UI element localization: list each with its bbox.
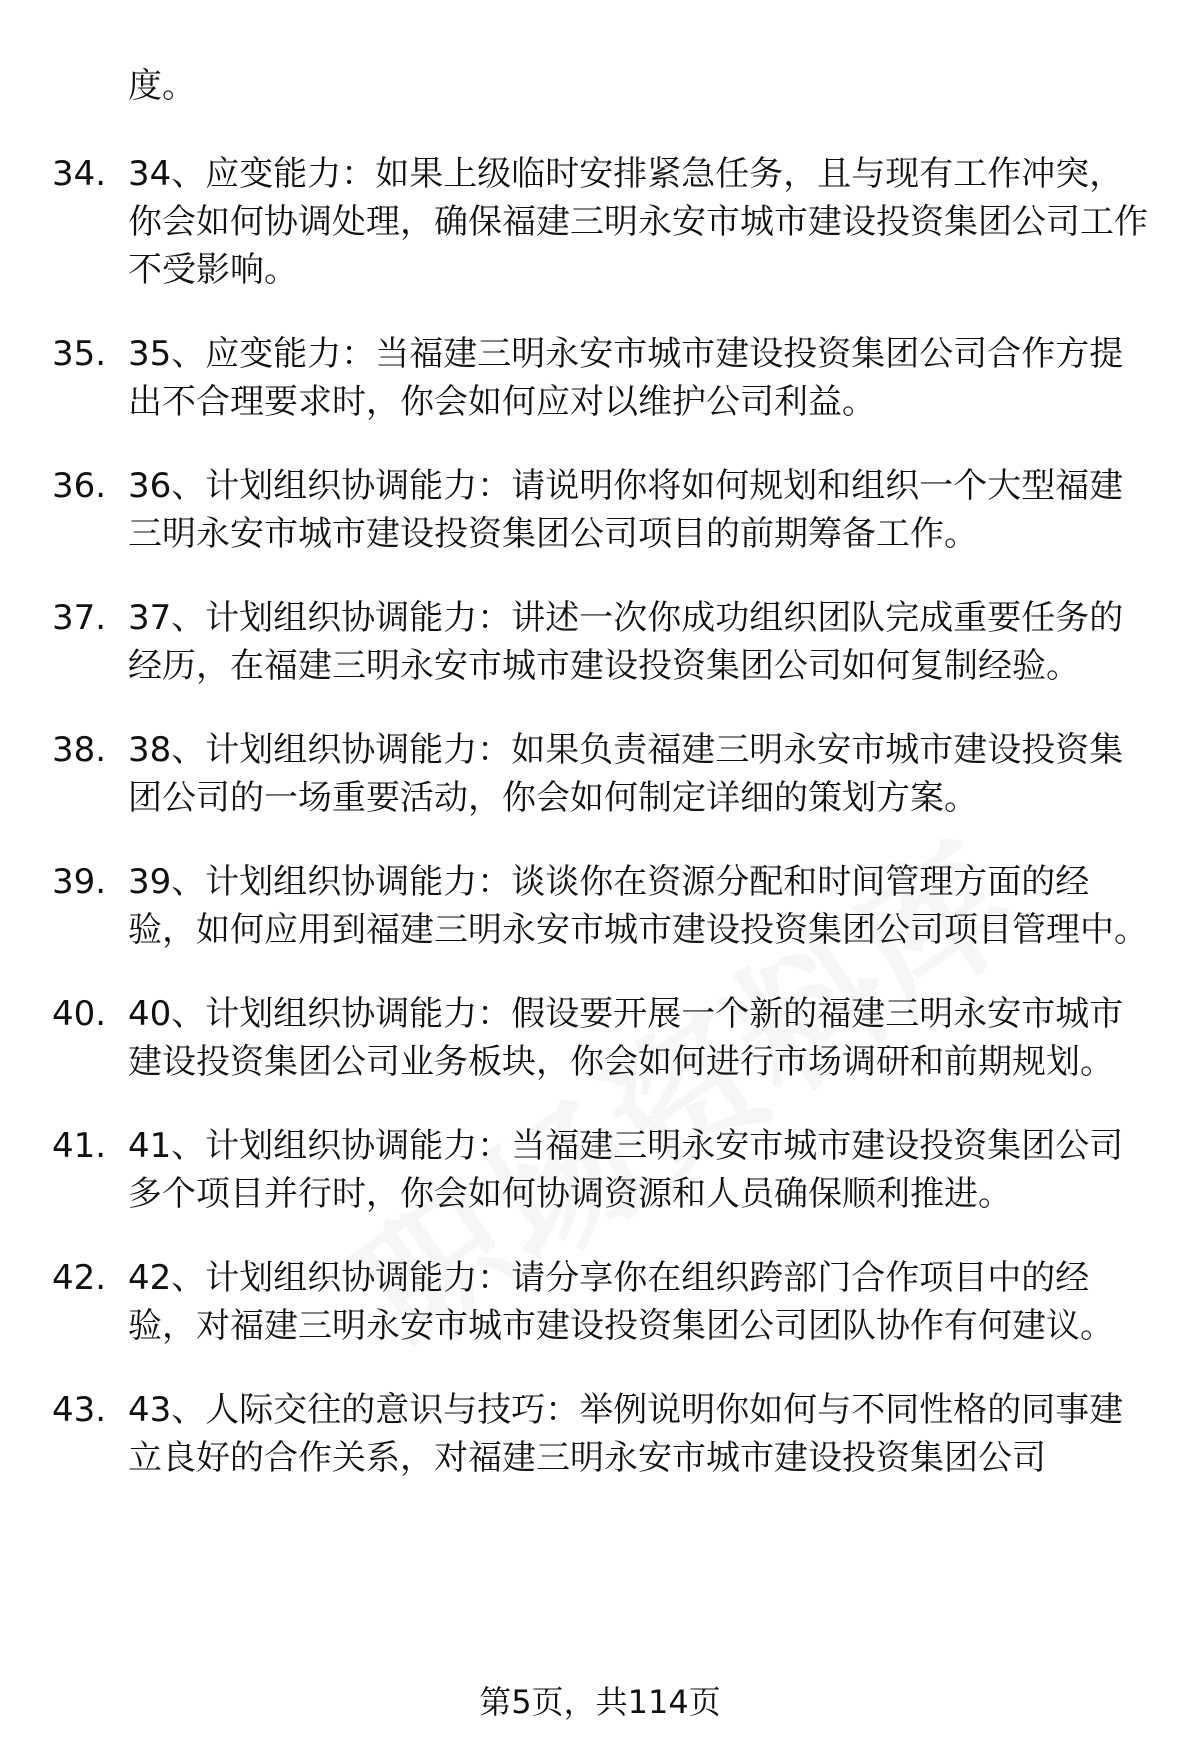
list-number: 36. bbox=[52, 466, 107, 506]
list-text: 39、计划组织协调能力：谈谈你在资源分配和时间管理方面的经验，如何应用到福建三明永安市城市建设投资集团公司项目管理中。 bbox=[128, 862, 1148, 950]
list-text: 41、计划组织协调能力：当福建三明永安市城市建设投资集团公司多个项目并行时，你会如何协调资源和人员确保顺利推进。 bbox=[128, 1126, 1124, 1214]
list-item-34 bbox=[0, 150, 1148, 294]
list-text: 38、计划组织协调能力：如果负责福建三明永安市城市建设投资集团公司的一场重要活动，你会如何制定详细的策划方案。 bbox=[128, 730, 1124, 818]
list-number: 42. bbox=[52, 1258, 107, 1298]
list-number: 34. bbox=[52, 154, 107, 194]
list-text: 37、计划组织协调能力：讲述一次你成功组织团队完成重要任务的经历，在福建三明永安市城市建设投资集团公司如何复制经验。 bbox=[128, 598, 1124, 686]
list-text: 36、计划组织协调能力：请说明你将如何规划和组织一个大型福建三明永安市城市建设投资集团公司项目的前期筹备工作。 bbox=[128, 466, 1124, 554]
list-item-38 bbox=[0, 726, 1148, 822]
list-number: 43. bbox=[52, 1390, 107, 1430]
page-footer: 第5页，共114页 bbox=[479, 1683, 721, 1721]
list-text: 40、计划组织协调能力：假设要开展一个新的福建三明永安市城市建设投资集团公司业务板块，你会如何进行市场调研和前期规划。 bbox=[128, 994, 1124, 1082]
list-number: 37. bbox=[52, 598, 107, 638]
list-text: 43、人际交往的意识与技巧：举例说明你如何与不同性格的同事建立良好的合作关系，对福建三明永安市城市建设投资集团公司 bbox=[128, 1390, 1124, 1478]
list-item-43 bbox=[0, 1386, 1148, 1482]
list-text: 42、计划组织协调能力：请分享你在组织跨部门合作项目中的经验，对福建三明永安市城市建设投资集团公司团队协作有何建议。 bbox=[128, 1258, 1114, 1346]
list-item-35 bbox=[0, 330, 1148, 426]
list-item-36 bbox=[0, 462, 1148, 558]
question-list bbox=[0, 150, 1200, 1518]
list-item-42 bbox=[0, 1254, 1148, 1350]
list-text: 34、应变能力：如果上级临时安排紧急任务，且与现有工作冲突，你会如何协调处理，确保福建三明永安市城市建设投资集团公司工作不受影响。 bbox=[128, 154, 1148, 290]
list-item-37 bbox=[0, 594, 1148, 690]
list-number: 35. bbox=[52, 334, 107, 374]
list-number: 40. bbox=[52, 994, 107, 1034]
list-item-39 bbox=[0, 858, 1148, 954]
list-number: 41. bbox=[52, 1126, 107, 1166]
list-text: 35、应变能力：当福建三明永安市城市建设投资集团公司合作方提出不合理要求时，你会如何应对以维护公司利益。 bbox=[128, 334, 1124, 422]
list-number: 39. bbox=[52, 862, 107, 902]
list-number: 38. bbox=[52, 730, 107, 770]
list-item-40 bbox=[0, 990, 1148, 1086]
continuation-text: 度。 bbox=[128, 66, 196, 106]
list-item-41 bbox=[0, 1122, 1148, 1218]
